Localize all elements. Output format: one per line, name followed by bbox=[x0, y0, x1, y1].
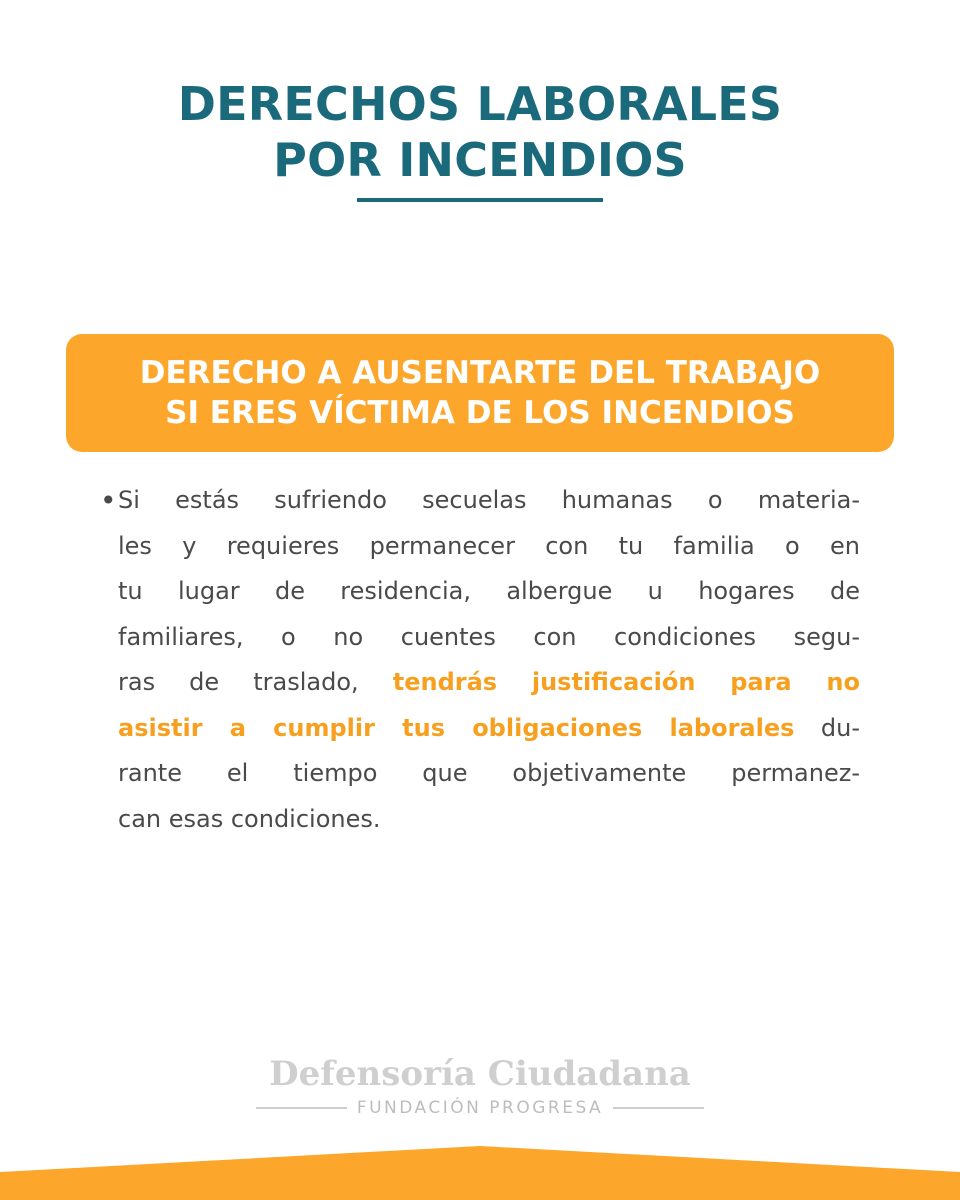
body-paragraph bbox=[100, 478, 860, 842]
organization-logo bbox=[256, 1052, 704, 1118]
body-line-1: Si estás sufriendo secuelas humanas o materia- bbox=[118, 486, 860, 514]
body-line-5 bbox=[118, 660, 860, 706]
body-line-8: can esas condiciones. bbox=[118, 804, 381, 833]
section-heading-banner bbox=[66, 334, 894, 452]
banner-line-1: DERECHO A AUSENTARTE DEL TRABAJO bbox=[139, 355, 821, 391]
title-underline bbox=[357, 198, 603, 202]
bullet-point: • bbox=[100, 484, 117, 517]
page-title-line-1: DERECHOS LABORALES bbox=[177, 77, 783, 131]
page-title bbox=[0, 76, 960, 188]
body-line-3: tu lugar de residencia, albergue u hogares de bbox=[118, 577, 860, 605]
body-line-2: les y requieres permanecer con tu familia o en bbox=[118, 531, 860, 560]
highlight-text-2: asistir a cumplir tus obligaciones laborales bbox=[118, 713, 795, 742]
logo-subtitle-row bbox=[256, 1098, 704, 1118]
logo-name: Defensoría Ciudadana bbox=[269, 1054, 691, 1094]
banner-line-2: SI ERES VÍCTIMA DE LOS INCENDIOS bbox=[165, 395, 795, 431]
footer-accent-shape bbox=[0, 1140, 960, 1200]
page-title-line-2: POR INCENDIOS bbox=[273, 133, 687, 187]
logo-rule-left bbox=[256, 1107, 347, 1109]
footer-accent-polygon bbox=[0, 1146, 960, 1200]
body-line-7: rante el tiempo que objetivamente permanez- bbox=[118, 759, 860, 787]
body-line-6-text: du- bbox=[794, 713, 860, 742]
logo-rule-right bbox=[613, 1107, 704, 1109]
highlight-text-1: tendrás justificación para no bbox=[392, 668, 860, 696]
body-line-4: familiares, o no cuentes con condiciones segu- bbox=[118, 622, 860, 651]
body-line-5-text: ras de traslado, bbox=[118, 668, 393, 696]
logo-subtitle: FUNDACIÓN PROGRESA bbox=[356, 1098, 604, 1118]
body-line-6 bbox=[118, 706, 860, 752]
